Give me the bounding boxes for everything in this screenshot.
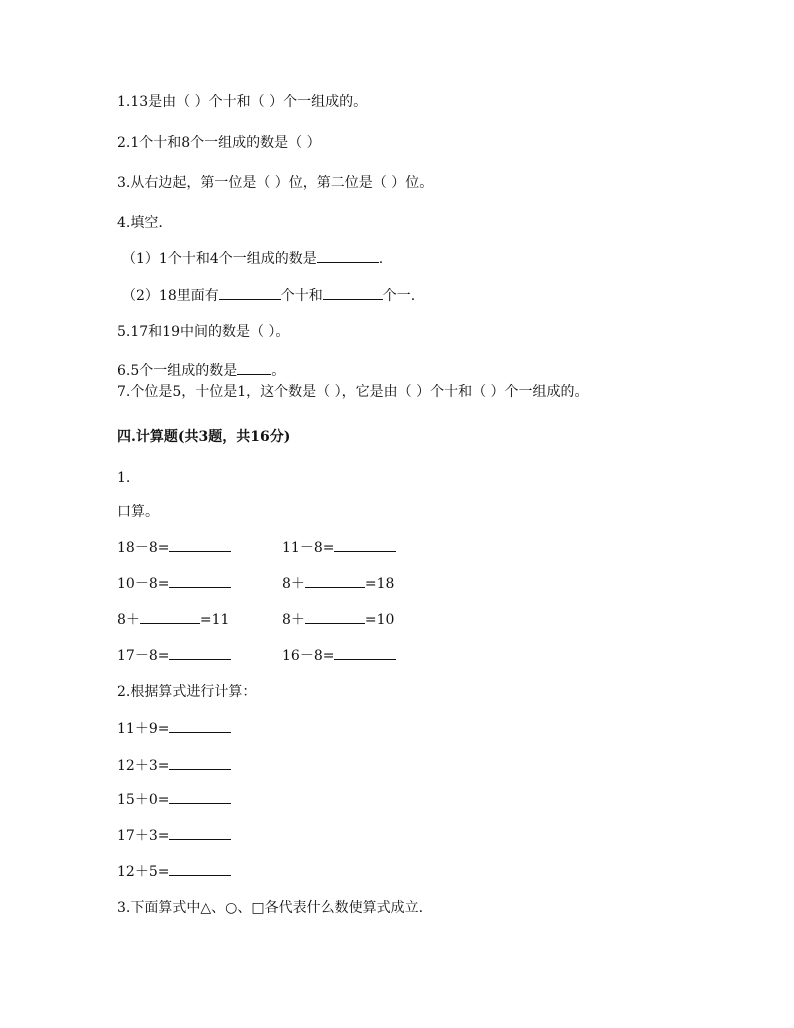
answer-blank[interactable] <box>334 539 396 552</box>
calc-item-2-row-1: 11＋9= <box>117 720 231 738</box>
question-5: 5.17和19中间的数是（ ）。 <box>117 324 290 340</box>
oral-row-1-left: 18－8= <box>117 539 231 557</box>
answer-blank[interactable] <box>169 539 231 552</box>
question-3: 3.从右边起，第一位是（ ）位，第二位是（ ）位。 <box>117 175 434 191</box>
oral-row-2-left: 10－8= <box>117 575 231 593</box>
answer-blank[interactable] <box>169 863 231 876</box>
answer-blank[interactable] <box>169 720 231 733</box>
question-4: 4.填空. <box>117 215 163 231</box>
question-2: 2.1个十和8个一组成的数是（ ） <box>117 135 321 151</box>
calc-item-2-row-2: 12＋3= <box>117 757 231 775</box>
question-6: 6.5个一组成的数是 。 <box>117 363 286 379</box>
oral-row-2-right: 8＋ =18 <box>282 576 395 592</box>
calc-item-2-row-4: 17＋3= <box>117 827 231 845</box>
answer-blank[interactable] <box>323 287 383 300</box>
oral-row-4-left: 17－8= <box>117 647 231 665</box>
calc-item-2-row-3: 15＋0= <box>117 791 231 809</box>
calc-item-1-number: 1. <box>117 470 131 486</box>
answer-blank[interactable] <box>169 757 231 770</box>
answer-blank[interactable] <box>219 287 281 300</box>
calc-item-2-row-5: 12＋5= <box>117 863 231 881</box>
section-heading: 四.计算题(共3题，共16分) <box>117 429 291 445</box>
question-4-part-1: （1）1个十和4个一组成的数是 . <box>122 251 384 267</box>
oral-row-3-right: 8＋ =10 <box>282 612 395 628</box>
calc-item-1-title: 口算。 <box>117 504 159 520</box>
answer-blank[interactable] <box>305 611 365 624</box>
answer-blank[interactable] <box>237 362 271 375</box>
calc-item-3-title: 3.下面算式中△、○、□各代表什么数使算式成立. <box>117 900 424 916</box>
oral-row-3-left: 8＋ =11 <box>117 612 230 628</box>
answer-blank[interactable] <box>169 647 231 660</box>
answer-blank[interactable] <box>169 575 231 588</box>
answer-blank[interactable] <box>305 575 365 588</box>
oral-row-1-right: 11－8= <box>282 539 396 557</box>
question-1: 1.13是由（ ）个十和（ ）个一组成的。 <box>117 94 368 110</box>
question-7: 7.个位是5，十位是1，这个数是（ ），它是由（ ）个十和（ ）个一组成的。 <box>117 384 589 400</box>
question-4-part-2: （2）18里面有 个十和 个一. <box>122 288 416 304</box>
answer-blank[interactable] <box>169 827 231 840</box>
answer-blank[interactable] <box>317 250 379 263</box>
answer-blank[interactable] <box>140 611 200 624</box>
oral-row-4-right: 16－8= <box>282 647 396 665</box>
answer-blank[interactable] <box>334 647 396 660</box>
calc-item-2-title: 2.根据算式进行计算： <box>117 684 257 700</box>
answer-blank[interactable] <box>169 791 231 804</box>
